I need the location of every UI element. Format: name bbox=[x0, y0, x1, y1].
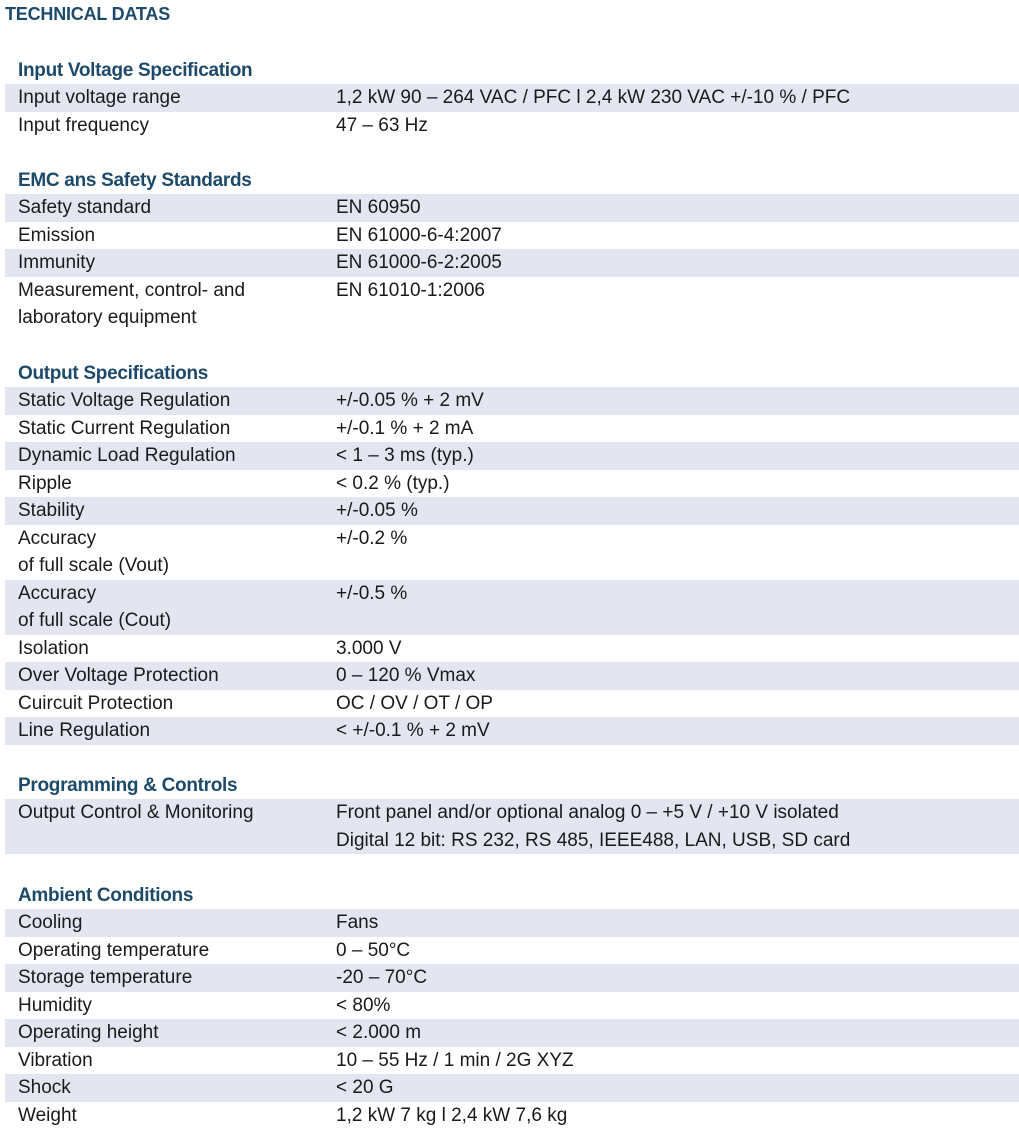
spec-value bbox=[336, 442, 1019, 470]
spec-label-line: Ripple bbox=[18, 472, 72, 494]
spec-label-line: Isolation bbox=[18, 637, 89, 659]
spec-row bbox=[5, 277, 1019, 332]
spec-value-line: +/-0.05 % bbox=[336, 500, 418, 521]
spec-label-line: Weight bbox=[18, 1104, 77, 1126]
spec-value-line: 3.000 V bbox=[336, 637, 402, 659]
spec-row bbox=[5, 662, 1019, 690]
spec-value-line: EN 61010-1:2006 bbox=[336, 279, 485, 301]
spec-label bbox=[5, 580, 336, 635]
section-programming-controls bbox=[0, 772, 1019, 854]
spec-label bbox=[5, 525, 336, 580]
spec-label bbox=[5, 635, 336, 663]
spec-value bbox=[336, 690, 1019, 718]
spec-label-line: Vibration bbox=[18, 1049, 93, 1071]
spec-row bbox=[5, 194, 1019, 222]
spec-row bbox=[5, 442, 1019, 470]
spec-row bbox=[5, 964, 1019, 992]
spec-label bbox=[5, 909, 336, 937]
spec-label bbox=[5, 1074, 336, 1102]
section-input-voltage bbox=[0, 57, 1019, 139]
spec-value-line: 0 – 120 % Vmax bbox=[336, 665, 476, 686]
spec-label bbox=[5, 277, 336, 332]
section-heading: Output Specifications bbox=[18, 363, 209, 384]
spec-row bbox=[5, 1019, 1019, 1047]
spec-label bbox=[5, 937, 336, 965]
spec-value-line: Fans bbox=[336, 912, 379, 933]
spec-row bbox=[5, 222, 1019, 250]
spec-label bbox=[5, 717, 336, 745]
spec-label-line: of full scale (Vout) bbox=[18, 555, 170, 576]
spec-value bbox=[336, 937, 1019, 965]
spec-row bbox=[5, 799, 1019, 854]
spec-value-line: Digital 12 bit: RS 232, RS 485, IEEE488, LAN, USB, SD card bbox=[336, 829, 851, 851]
spec-label-line: Line Regulation bbox=[18, 720, 151, 741]
section-output-specifications bbox=[0, 360, 1019, 745]
spec-label-line: Safety standard bbox=[18, 197, 152, 218]
spec-label-line: Over Voltage Protection bbox=[18, 665, 219, 686]
spec-value bbox=[336, 470, 1019, 498]
spec-label bbox=[5, 84, 336, 112]
section-heading: Input Voltage Specification bbox=[18, 60, 253, 81]
spec-row bbox=[5, 580, 1019, 635]
spec-value-line: OC / OV / OT / OP bbox=[336, 692, 493, 714]
spec-row bbox=[5, 497, 1019, 525]
spec-row bbox=[5, 937, 1019, 965]
spec-value-line: 47 – 63 Hz bbox=[336, 114, 428, 136]
spec-label-line: Emission bbox=[18, 224, 96, 246]
spec-value-line: < 80% bbox=[336, 994, 391, 1016]
section-heading: Ambient Conditions bbox=[18, 885, 194, 906]
spec-label bbox=[5, 992, 336, 1020]
spec-row bbox=[5, 470, 1019, 498]
spec-value bbox=[336, 415, 1019, 443]
spec-value bbox=[336, 580, 1019, 635]
spec-label-line: Storage temperature bbox=[18, 967, 193, 988]
spec-value-line bbox=[336, 607, 1019, 635]
spec-row bbox=[5, 1047, 1019, 1075]
spec-row bbox=[5, 690, 1019, 718]
spec-row bbox=[5, 717, 1019, 745]
page-title: TECHNICAL DATAS bbox=[5, 4, 170, 24]
spec-label bbox=[5, 662, 336, 690]
spec-value bbox=[336, 525, 1019, 580]
spec-value bbox=[336, 222, 1019, 250]
spec-value bbox=[336, 277, 1019, 332]
spec-row bbox=[5, 909, 1019, 937]
spec-value bbox=[336, 635, 1019, 663]
spec-value-line: EN 60950 bbox=[336, 197, 421, 218]
spec-label-line: Accuracy bbox=[18, 582, 97, 604]
spec-row bbox=[5, 635, 1019, 663]
spec-label-line: Output Control & Monitoring bbox=[18, 802, 254, 823]
spec-label-line: Operating temperature bbox=[18, 939, 210, 961]
spec-label bbox=[5, 497, 336, 525]
section-heading: EMC ans Safety Standards bbox=[18, 170, 252, 191]
spec-label-line: Dynamic Load Regulation bbox=[18, 445, 236, 466]
spec-value bbox=[336, 1102, 1019, 1130]
spec-label bbox=[5, 442, 336, 470]
spec-value-line: < 20 G bbox=[336, 1077, 394, 1098]
spec-value-line: +/-0.1 % + 2 mA bbox=[336, 417, 474, 439]
spec-value-line: EN 61000-6-4:2007 bbox=[336, 224, 502, 246]
spec-label-line: Stability bbox=[18, 500, 85, 521]
spec-row bbox=[5, 992, 1019, 1020]
spec-row bbox=[5, 1102, 1019, 1130]
spec-label-line: Humidity bbox=[18, 994, 92, 1016]
spec-value-line: EN 61000-6-2:2005 bbox=[336, 252, 502, 273]
spec-value bbox=[336, 1019, 1019, 1047]
spec-label-line: laboratory equipment bbox=[18, 307, 197, 328]
spec-label-line: Static Current Regulation bbox=[18, 417, 231, 439]
spec-value bbox=[336, 497, 1019, 525]
spec-value bbox=[336, 992, 1019, 1020]
spec-value bbox=[336, 717, 1019, 745]
spec-value bbox=[336, 387, 1019, 415]
spec-label-line bbox=[18, 827, 336, 855]
section-emc-safety bbox=[0, 167, 1019, 332]
spec-value-line: -20 – 70°C bbox=[336, 967, 428, 988]
spec-row bbox=[5, 525, 1019, 580]
spec-label bbox=[5, 964, 336, 992]
spec-label bbox=[5, 112, 336, 140]
spec-label bbox=[5, 799, 336, 854]
spec-value-line: Front panel and/or optional analog 0 – +5 V / +10 V isolated bbox=[336, 802, 839, 823]
spec-value bbox=[336, 194, 1019, 222]
spec-label bbox=[5, 1102, 336, 1130]
spec-value bbox=[336, 84, 1019, 112]
spec-value bbox=[336, 249, 1019, 277]
spec-row bbox=[5, 1074, 1019, 1102]
spec-value-line: 10 – 55 Hz / 1 min / 2G XYZ bbox=[336, 1049, 574, 1071]
spec-value bbox=[336, 964, 1019, 992]
spec-label bbox=[5, 690, 336, 718]
spec-label-line: Measurement, control- and bbox=[18, 279, 246, 301]
spec-label bbox=[5, 387, 336, 415]
spec-label-line: Input frequency bbox=[18, 114, 149, 136]
spec-row bbox=[5, 415, 1019, 443]
spec-label bbox=[5, 194, 336, 222]
spec-label bbox=[5, 222, 336, 250]
spec-label-line: Cuircuit Protection bbox=[18, 692, 174, 714]
spec-row bbox=[5, 84, 1019, 112]
spec-value-line: < +/-0.1 % + 2 mV bbox=[336, 720, 490, 741]
spec-value-line: 1,2 kW 7 kg l 2,4 kW 7,6 kg bbox=[336, 1104, 568, 1126]
spec-value-line: 1,2 kW 90 – 264 VAC / PFC l 2,4 kW 230 VAC +/-10 % / PFC bbox=[336, 87, 851, 108]
spec-label bbox=[5, 1047, 336, 1075]
spec-row bbox=[5, 112, 1019, 140]
spec-value bbox=[336, 1074, 1019, 1102]
spec-row bbox=[5, 249, 1019, 277]
section-ambient-conditions bbox=[0, 882, 1019, 1129]
spec-label-line: of full scale (Cout) bbox=[18, 610, 172, 631]
spec-value-line: +/-0.2 % bbox=[336, 527, 408, 549]
spec-label-line: Immunity bbox=[18, 252, 96, 273]
spec-value bbox=[336, 112, 1019, 140]
spec-label bbox=[5, 1019, 336, 1047]
spec-value-line bbox=[336, 552, 1019, 580]
section-heading: Programming & Controls bbox=[18, 775, 238, 796]
spec-value-line: < 2.000 m bbox=[336, 1022, 422, 1043]
spec-label-line: Cooling bbox=[18, 912, 83, 933]
spec-label-line: Static Voltage Regulation bbox=[18, 390, 231, 411]
spec-value bbox=[336, 799, 1019, 854]
spec-label bbox=[5, 249, 336, 277]
spec-value bbox=[336, 662, 1019, 690]
spec-value bbox=[336, 909, 1019, 937]
spec-label bbox=[5, 470, 336, 498]
spec-label-line: Input voltage range bbox=[18, 87, 181, 108]
spec-label-line: Shock bbox=[18, 1077, 71, 1098]
spec-label-line: Operating height bbox=[18, 1022, 159, 1043]
spec-value-line: +/-0.5 % bbox=[336, 582, 408, 604]
spec-label-line: Accuracy bbox=[18, 527, 97, 549]
spec-row bbox=[5, 387, 1019, 415]
spec-value bbox=[336, 1047, 1019, 1075]
spec-label bbox=[5, 415, 336, 443]
spec-value-line: < 1 – 3 ms (typ.) bbox=[336, 445, 474, 466]
spec-value-line bbox=[336, 304, 1019, 332]
spec-value-line: +/-0.05 % + 2 mV bbox=[336, 390, 484, 411]
spec-value-line: < 0.2 % (typ.) bbox=[336, 472, 450, 494]
spec-value-line: 0 – 50°C bbox=[336, 939, 411, 961]
